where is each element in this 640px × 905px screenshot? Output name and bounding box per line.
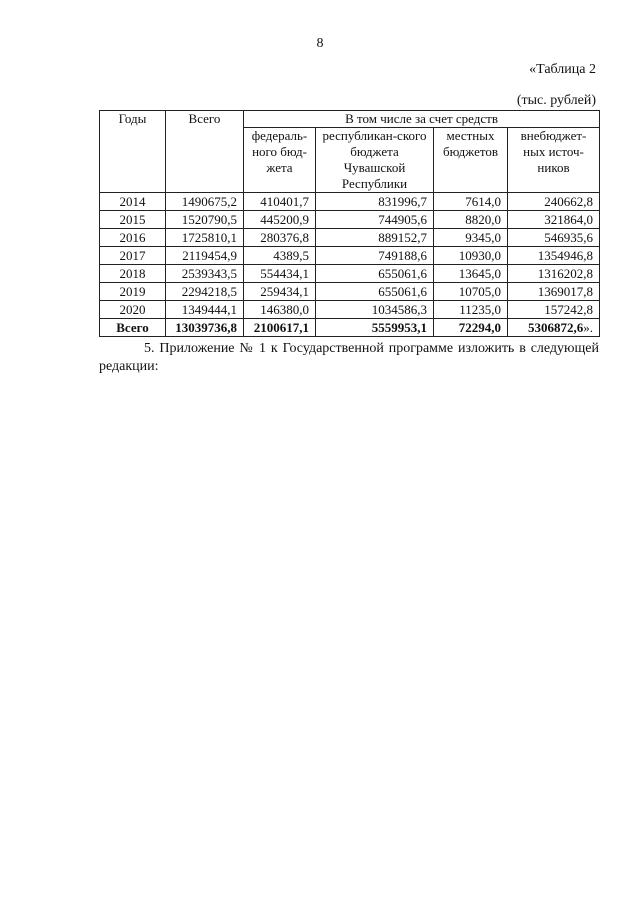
table-cell: 2016: [100, 229, 166, 247]
total-value: 5559953,1: [371, 319, 427, 335]
table-cell: 259434,1: [244, 283, 316, 301]
table-cell: 1349444,1: [166, 301, 244, 319]
table-cell: 749188,6: [316, 247, 434, 265]
total-cell: [316, 319, 434, 337]
table-cell: 9345,0: [434, 229, 508, 247]
total-value: Всего: [116, 319, 149, 335]
table-cell: 2539343,5: [166, 265, 244, 283]
table-cell: 1369017,8: [508, 283, 600, 301]
table-cell: 2019: [100, 283, 166, 301]
table-row: [100, 247, 600, 265]
table-total-row: [100, 319, 600, 337]
total-cell: [508, 319, 600, 337]
total-cell: [244, 319, 316, 337]
table-cell: 13645,0: [434, 265, 508, 283]
table-cell: 1725810,1: [166, 229, 244, 247]
total-cell: [434, 319, 508, 337]
table-cell: 2294218,5: [166, 283, 244, 301]
table-cell: 280376,8: [244, 229, 316, 247]
header-year: Годы: [100, 111, 166, 193]
table-cell: 554434,1: [244, 265, 316, 283]
total-value: 72294,0: [458, 319, 501, 335]
total-value: 13039736,8: [175, 319, 237, 335]
table-cell: 1520790,5: [166, 211, 244, 229]
table-cell: 655061,6: [316, 265, 434, 283]
table-cell: 744905,6: [316, 211, 434, 229]
table-cell: 4389,5: [244, 247, 316, 265]
table-cell: 1490675,2: [166, 193, 244, 211]
header-federal: федераль-ного бюд-жета: [244, 128, 316, 193]
table-cell: 831996,7: [316, 193, 434, 211]
page-number: 8: [316, 36, 324, 51]
table-cell: 2119454,9: [166, 247, 244, 265]
total-cell: [166, 319, 244, 337]
table-row: [100, 193, 600, 211]
table-cell: 1316202,8: [508, 265, 600, 283]
table-cell: 889152,7: [316, 229, 434, 247]
table-cell: 7614,0: [434, 193, 508, 211]
closing-quote: ».: [583, 319, 594, 335]
header-republic: республикан-ского бюджета Чувашской Республики: [316, 128, 434, 193]
units-label: (тыс. рублей): [516, 93, 596, 108]
total-value: 2100617,1: [253, 319, 309, 335]
table-cell: 445200,9: [244, 211, 316, 229]
table-cell: 10930,0: [434, 247, 508, 265]
table-row: [100, 283, 600, 301]
table-cell: 157242,8: [508, 301, 600, 319]
amendment-paragraph: 5. Приложение № 1 к Государственной программе изложить в следующей редакции:: [99, 341, 599, 374]
table-cell: 655061,6: [316, 283, 434, 301]
table-cell: 8820,0: [434, 211, 508, 229]
table-caption: «Таблица 2: [529, 62, 596, 77]
table-cell: 2018: [100, 265, 166, 283]
funding-table: [99, 110, 600, 337]
table-cell: 240662,8: [508, 193, 600, 211]
table-cell: 10705,0: [434, 283, 508, 301]
table-cell: 546935,6: [508, 229, 600, 247]
table-cell: 1034586,3: [316, 301, 434, 319]
table-cell: 2020: [100, 301, 166, 319]
table-cell: 146380,0: [244, 301, 316, 319]
table-header-row: [100, 111, 600, 128]
table-cell: 2014: [100, 193, 166, 211]
header-local: местных бюджетов: [434, 128, 508, 193]
header-extrabudget: внебюджет-ных источ-ников: [508, 128, 600, 193]
table-cell: 11235,0: [434, 301, 508, 319]
table-cell: 410401,7: [244, 193, 316, 211]
table-cell: 1354946,8: [508, 247, 600, 265]
header-funding-group: В том числе за счет средств: [244, 111, 600, 128]
table-row: [100, 265, 600, 283]
table-cell: 2017: [100, 247, 166, 265]
table-row: [100, 301, 600, 319]
table-cell: 321864,0: [508, 211, 600, 229]
header-total: Всего: [166, 111, 244, 193]
table-cell: 2015: [100, 211, 166, 229]
table-row: [100, 211, 600, 229]
total-value: 5306872,6: [528, 319, 584, 335]
table-row: [100, 229, 600, 247]
total-cell: [100, 319, 166, 337]
